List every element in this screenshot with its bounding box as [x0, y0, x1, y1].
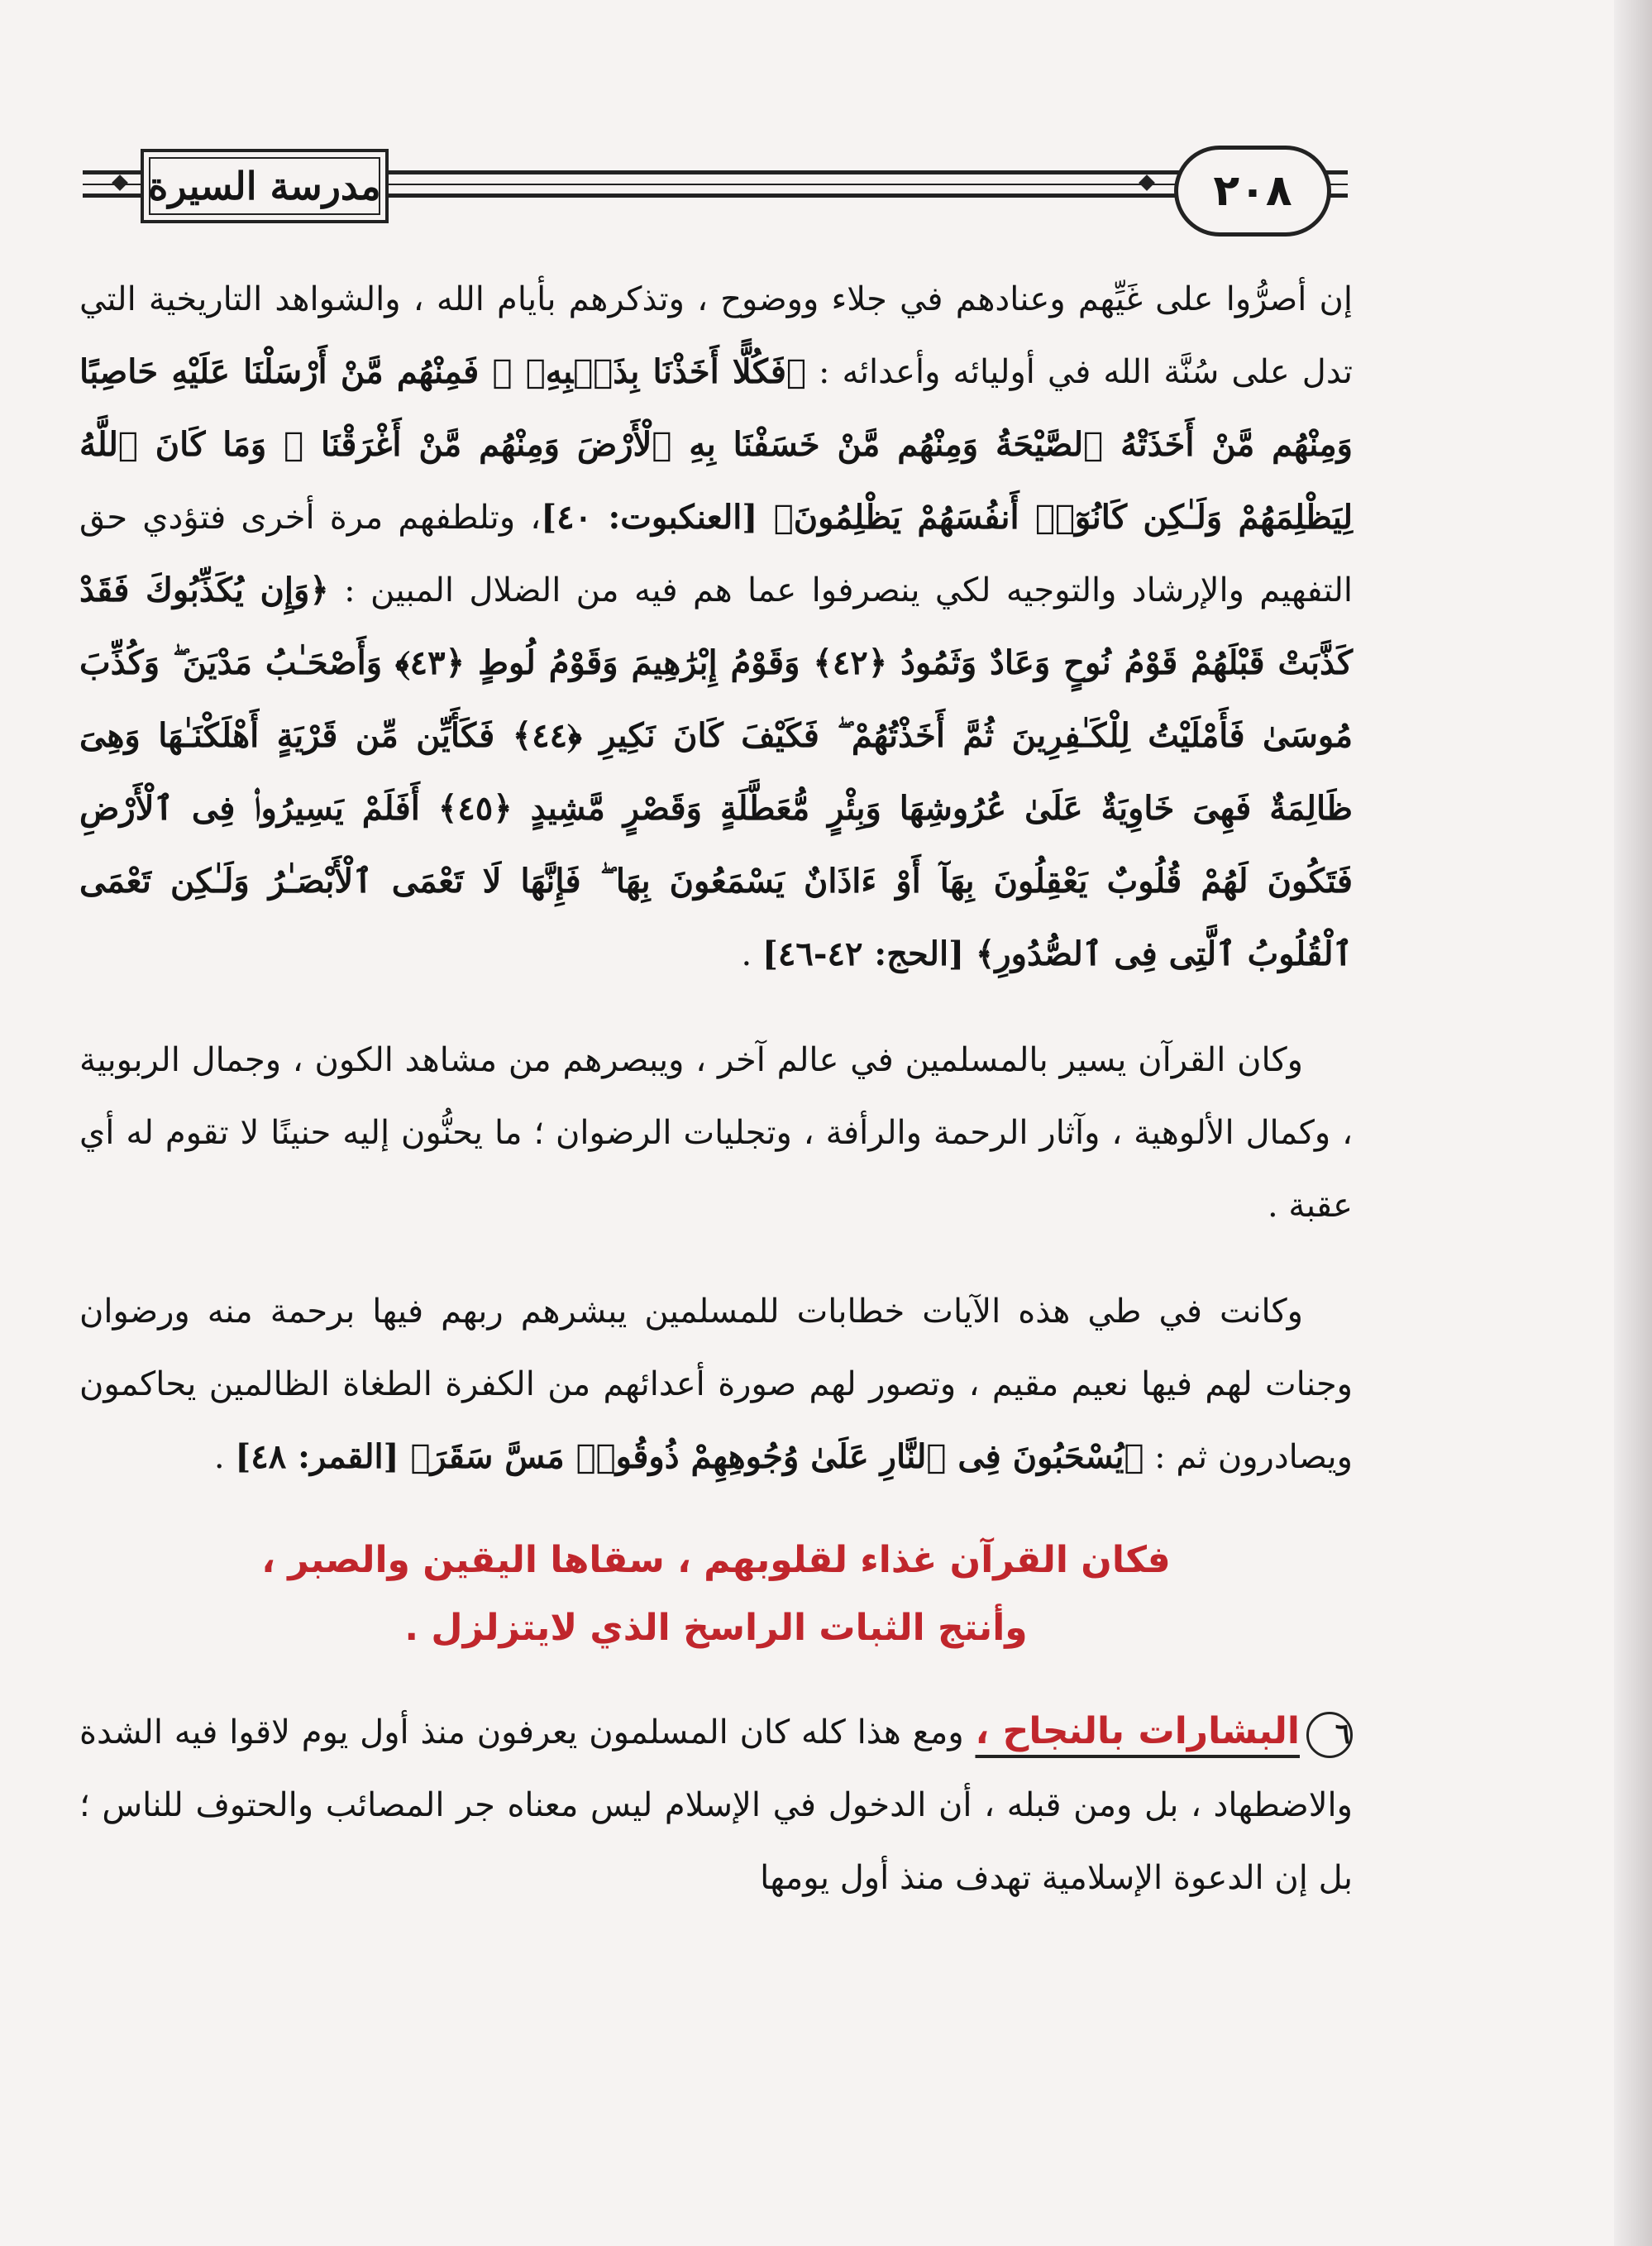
- page-number: ٢٠٨: [1213, 166, 1292, 216]
- verse-reference-hajj: [الحج: ٤٢-٤٦]: [762, 934, 976, 973]
- highlighted-statement: [79, 1527, 1353, 1662]
- page-number-frame: [1174, 146, 1331, 237]
- book-title: مدرسة السيرة: [148, 164, 381, 208]
- paragraph-1-end: .: [741, 935, 762, 973]
- verse-reference-ankabut: [العنكبوت: ٤٠]: [541, 498, 774, 537]
- paragraph-gap: [79, 1242, 1353, 1275]
- highlighted-statement-line-2: وأنتج الثبات الراسخ الذي لايتزلزل .: [404, 1607, 1028, 1649]
- paragraph-4: [79, 1695, 1353, 1914]
- page-edge-shadow: [1614, 0, 1652, 2246]
- ornament-diamond-right: [1139, 174, 1155, 191]
- paragraph-3: [79, 1275, 1353, 1493]
- quran-verse-hajj: ﴿وَإِن يُكَذِّبُوكَ فَقَدْ كَذَّبَتْ قَبْلَهُمْ قَوْمُ نُوحٍ وَعَادٌ وَثَمُودُ ﴿٤٢﴾ وَقَوْمُ إِبْرَٰهِيمَ وَقَوْمُ لُوطٍ ﴿٤٣﴾ وَأَصْحَـٰبُ مَدْيَنَ ۖ وَكُذِّبَ مُوسَىٰ فَأَمْلَيْتُ لِلْكَـٰفِرِينَ ثُمَّ أَخَذْتُهُمْ ۖ فَكَيْفَ كَانَ نَكِيرِ ﴿٤٤﴾ فَكَأَيِّن مِّن قَرْيَةٍ أَهْلَكْنَـٰهَا وَهِىَ ظَالِمَةٌ فَهِىَ خَاوِيَةٌ عَلَىٰ عُرُوشِهَا وَبِئْرٍ مُّعَطَّلَةٍ وَقَصْرٍ مَّشِيدٍ ﴿٤٥﴾ أَفَلَمْ يَسِيرُوا۟ فِى ٱلْأَرْضِ فَتَكُونَ لَهُمْ قُلُوبٌ يَعْقِلُونَ بِهَآ أَوْ ءَاذَانٌ يَسْمَعُونَ بِهَا ۖ فَإِنَّهَا لَا تَعْمَى ٱلْأَبْصَـٰرُ وَلَـٰكِن تَعْمَى ٱلْقُلُوبُ ٱلَّتِى فِى ٱلصُّدُورِ﴾: [79, 571, 1353, 973]
- paragraph-1-text-a: إن أصرُّوا على غَيِّهم وعنادهم في جلاء ووضوح ، وتذكرهم بأيام الله ، والشواهد التاريخية التي تدل على سُنَّة الله في أوليائه وأعدائه :: [79, 280, 1353, 391]
- paragraph-2: وكان القرآن يسير بالمسلمين في عالم آخر ، ويبصرهم من مشاهد الكون ، وجمال الربوبية ، وكمال الألوهية ، وآثار الرحمة والرأفة ، وتجليات الرضوان ؛ ما يحنُّون إليه حنينًا لا تقوم له أي عقبة .: [79, 1041, 1353, 1225]
- paragraph-3-text: وكانت في طي هذه الآيات خطابات للمسلمين يبشرهم ربهم فيها برحمة منه ورضوان وجنات لهم فيها نعيم مقيم ، وتصور لهم صورة أعدائهم من الكفرة الطغاة الظالمين يحاكمون ويصادرون ثم :: [79, 1293, 1353, 1476]
- quran-verse-qamar: ﴿يُسْحَبُونَ فِى ٱلنَّارِ عَلَىٰ وُجُوهِهِمْ ذُوقُوا۟ مَسَّ سَقَرَ﴾: [410, 1437, 1144, 1476]
- highlighted-statement-line-1: فكان القرآن غذاء لقلوبهم ، سقاها اليقين والصبر ،: [261, 1539, 1171, 1581]
- ornament-diamond-left: [112, 174, 128, 191]
- section-heading: البشارات بالنجاح ،: [975, 1710, 1300, 1752]
- body-text: [79, 263, 1353, 1914]
- paragraph-4-text: ومع هذا كله كان المسلمون يعرفون منذ أول يوم لاقوا فيه الشدة والاضطهاد ، بل ومن قبله ، أن الدخول في الإسلام ليس معناه جر المصائب والحتوف للناس ؛ بل إن الدعوة الإسلامية تهدف منذ أول يومها: [79, 1713, 1353, 1897]
- paragraph-3-end: .: [213, 1438, 236, 1476]
- book-title-frame: [141, 149, 389, 223]
- verse-reference-qamar: [القمر: ٤٨]: [235, 1437, 411, 1476]
- section-number-badge: ٦: [1306, 1712, 1353, 1758]
- paragraph-1-text-b: ، وتلطفهم مرة أخرى فتؤدي حق التفهيم والإرشاد والتوجيه لكي ينصرفوا عما هم فيه من الضلال المبين :: [79, 499, 1353, 609]
- page-header: [83, 149, 1348, 256]
- paragraph-1: [79, 263, 1353, 991]
- paragraph-gap: [79, 991, 1353, 1024]
- quran-verse-ankabut: ﴿فَكُلًّا أَخَذْنَا بِذَنۢبِهِۦ ۖ فَمِنْهُم مَّنْ أَرْسَلْنَا عَلَيْهِ حَاصِبًا وَمِنْهُم مَّنْ أَخَذَتْهُ ٱلصَّيْحَةُ وَمِنْهُم مَّنْ خَسَفْنَا بِهِ ٱلْأَرْضَ وَمِنْهُم مَّنْ أَغْرَقْنَا ۚ وَمَا كَانَ ٱللَّهُ لِيَظْلِمَهُمْ وَلَـٰكِن كَانُوٓا۟ أَنفُسَهُمْ يَظْلِمُونَ﴾: [79, 352, 1354, 537]
